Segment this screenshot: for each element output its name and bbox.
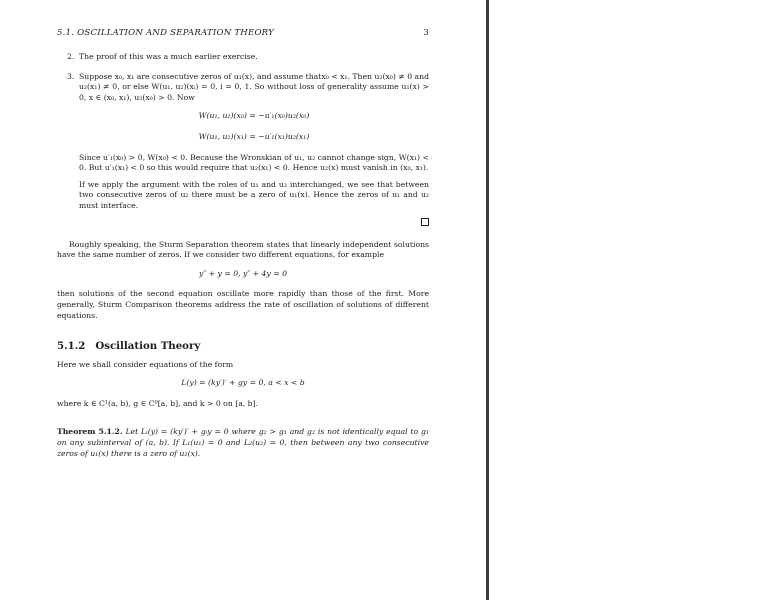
form-intro: Here we shall consider equations of the form — [57, 359, 234, 369]
item-paragraph: If we apply the argument with the roles of u₁ and u₂ interchanged, we see that between two consecutive zeros of u₂ there must be a zero of u₁(x). Hence the zeros of u₁ and u₂ must interface. — [79, 179, 429, 210]
subsection-title: Oscillation Theory — [95, 340, 201, 353]
form-equation: L(y) = (ky′)′ + gy = 0, a < x < b — [181, 378, 305, 388]
item-paragraph: The proof of this was a much earlier exercise. — [79, 52, 258, 61]
subsection-number: 5.1.2 — [57, 340, 86, 353]
comparison-paragraph: then solutions of the second equation oscillate more rapidly than those of the first. More generally, Sturm Comparison theorems address the rate of oscillation of solutions of different equations. — [57, 289, 429, 320]
wronskian-equation-x1: W(u₁, u₂)(x₁) = −u′₁(x₁)u₂(x₁) — [198, 131, 310, 141]
page-body — [57, 52, 429, 465]
sturm-paragraph: Roughly speaking, the Sturm Separation theorem states that linearly independent solutions have the same number of zeros. If we consider two different equations, for example — [57, 239, 429, 260]
theorem-heading: Theorem 5.1.2. — [57, 427, 123, 437]
item-label: 3. — [67, 71, 75, 81]
theorem-body: Let Lᵢ(y) = (ky′)′ + gᵢy = 0 where g₂ > g₁ and g₂ is not identically equal to g₁ on any subinterval of (a, b). If L₁(u₁) = 0 and L₂(u₂) = 0, then between any two consecutive zeros of u₁(x) there is a zero of u₂(x). — [57, 427, 429, 458]
form-conditions: where k ∈ C¹(a, b), g ∈ C⁰[a, b], and k > 0 on [a, b]. — [57, 398, 259, 408]
running-header — [57, 28, 429, 38]
qed-square-icon — [421, 218, 429, 226]
item-label: 2. — [67, 52, 75, 61]
subsection-heading — [57, 341, 429, 352]
example-equation: y″ + y = 0, y″ + 4y = 0 — [199, 268, 287, 278]
page-number: 3 — [423, 28, 429, 38]
theorem-block — [57, 427, 429, 459]
item-paragraph: Since u′₁(x₀) > 0, W(x₀) < 0. Because the Wronskian of u₁, u₂ cannot change sign, W(x₁) < 0. But u′₁(x₁) < 0 so this would require that u₂(x₁) < 0. Hence u₂(x) must vanish in (x₀, x₁). — [79, 152, 429, 173]
page-border — [486, 0, 489, 600]
section-heading: 5.1. OSCILLATION AND SEPARATION THEORY — [57, 28, 274, 38]
item-paragraph: Suppose x₀, x₁ are consecutive zeros of u₁(x), and assume thatx₀ < x₁. Then u₂(x₀) ≠ 0 and u₂(x₁) ≠ 0, or else W(u₁, u₂)(xᵢ) = 0, i = 0, 1. So without loss of generality assume u₁(x) > 0, x ∈ (x₀, x₁), u₂(x₀) > 0. Now — [79, 71, 429, 102]
proof-item-2 — [57, 52, 429, 63]
proof-item-3 — [57, 72, 429, 226]
wronskian-equation-x0: W(u₁, u₂)(x₀) = −u′₁(x₀)u₂(x₀) — [198, 111, 310, 121]
